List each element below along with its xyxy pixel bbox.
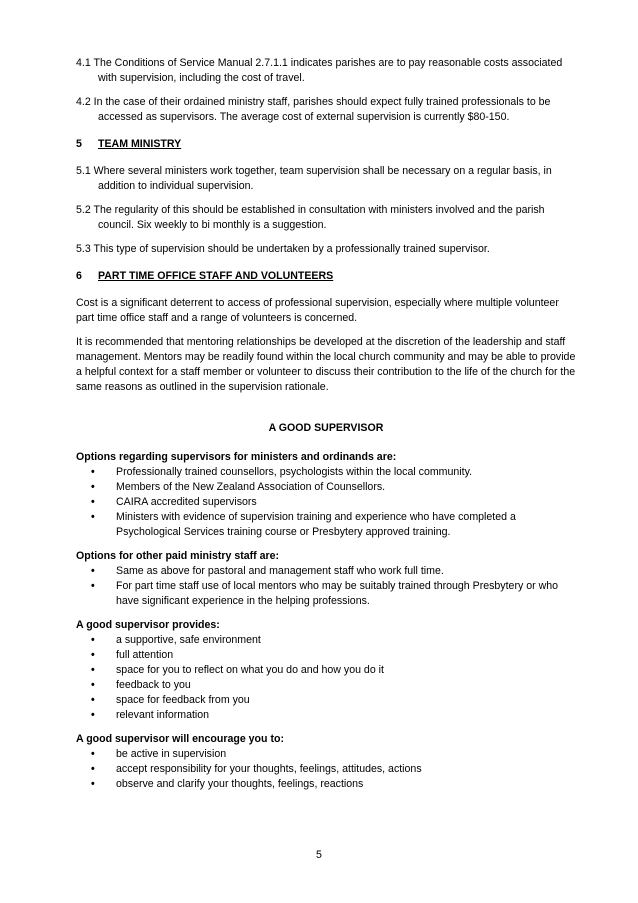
list-item: • Same as above for pastoral and management staff who work full time. <box>76 564 576 579</box>
paragraph-5-2: 5.2 The regularity of this should be established in consultation with ministers involved and the parish council. Six weekly to bi monthly is a suggestion. <box>76 204 545 231</box>
list-item: • space for you to reflect on what you do and how you do it <box>76 663 576 678</box>
paragraph-5-3: 5.3 This type of supervision should be undertaken by a professionally trained supervisor. <box>76 243 490 255</box>
encourage-title: A good supervisor will encourage you to: <box>76 733 284 745</box>
paragraph-4-2: 4.2 In the case of their ordained ministry staff, parishes should expect fully trained professionals to be accessed as supervisors. The average cost of external supervision is currently $80-150. <box>76 96 551 123</box>
list-item: • a supportive, safe environment <box>76 633 576 648</box>
page-number: 5 <box>316 849 322 861</box>
section-title: PART TIME OFFICE STAFF AND VOLUNTEERS <box>98 270 334 282</box>
list-item: • Professionally trained counsellors, psychologists within the local community. <box>76 465 576 480</box>
list-item: • For part time staff use of local mentors who may be suitably trained through Presbytery or who have significant experience in the helping professions. <box>76 579 576 609</box>
provides-title: A good supervisor provides: <box>76 619 220 631</box>
section-number: 5 <box>76 138 82 150</box>
list-item: • be active in supervision <box>76 747 576 762</box>
options-staff-title: Options for other paid ministry staff are: <box>76 550 280 562</box>
paragraph-6-cost: Cost is a significant deterrent to access of professional supervision, especially where multiple volunteer part time office staff and a range of volunteers is concerned. <box>76 297 559 324</box>
provides-list <box>76 633 576 723</box>
section-number: 6 <box>76 270 82 282</box>
options-ministers-list <box>76 465 576 540</box>
list-item: • full attention <box>76 648 576 663</box>
section-title: TEAM MINISTRY <box>98 138 182 150</box>
encourage-list <box>76 747 576 792</box>
options-staff-list <box>76 564 576 609</box>
paragraph-6-mentoring: It is recommended that mentoring relationships be developed at the discretion of the leadership and staff management. Mentors may be readily found within the local church community and may be able to provide a helpful context for a staff member or volunteer to discuss their contribution to the life of the church for the same reasons as outlined in the supervision rationale. <box>76 336 576 393</box>
section-6-heading <box>76 269 576 284</box>
list-item: • space for feedback from you <box>76 693 576 708</box>
section-5-heading <box>76 137 576 152</box>
document-page <box>76 56 576 792</box>
paragraph-5-1: 5.1 Where several ministers work together, team supervision shall be necessary on a regular basis, in addition to individual supervision. <box>76 165 552 192</box>
paragraph-4-1: 4.1 The Conditions of Service Manual 2.7.1.1 indicates parishes are to pay reasonable costs associated with supervision, including the cost of travel. <box>76 57 563 84</box>
list-item: • observe and clarify your thoughts, feelings, reactions <box>76 777 576 792</box>
list-item: • accept responsibility for your thoughts, feelings, attitudes, actions <box>76 762 576 777</box>
list-item: • CAIRA accredited supervisors <box>76 495 576 510</box>
list-item: • Ministers with evidence of supervision training and experience who have completed a Psychological Services training course or Presbytery approved training. <box>76 510 576 540</box>
list-item: • relevant information <box>76 708 576 723</box>
list-item: • Members of the New Zealand Association of Counsellors. <box>76 480 576 495</box>
options-ministers-title: Options regarding supervisors for ministers and ordinands are: <box>76 451 397 463</box>
list-item: • feedback to you <box>76 678 576 693</box>
good-supervisor-heading: A GOOD SUPERVISOR <box>268 422 384 434</box>
